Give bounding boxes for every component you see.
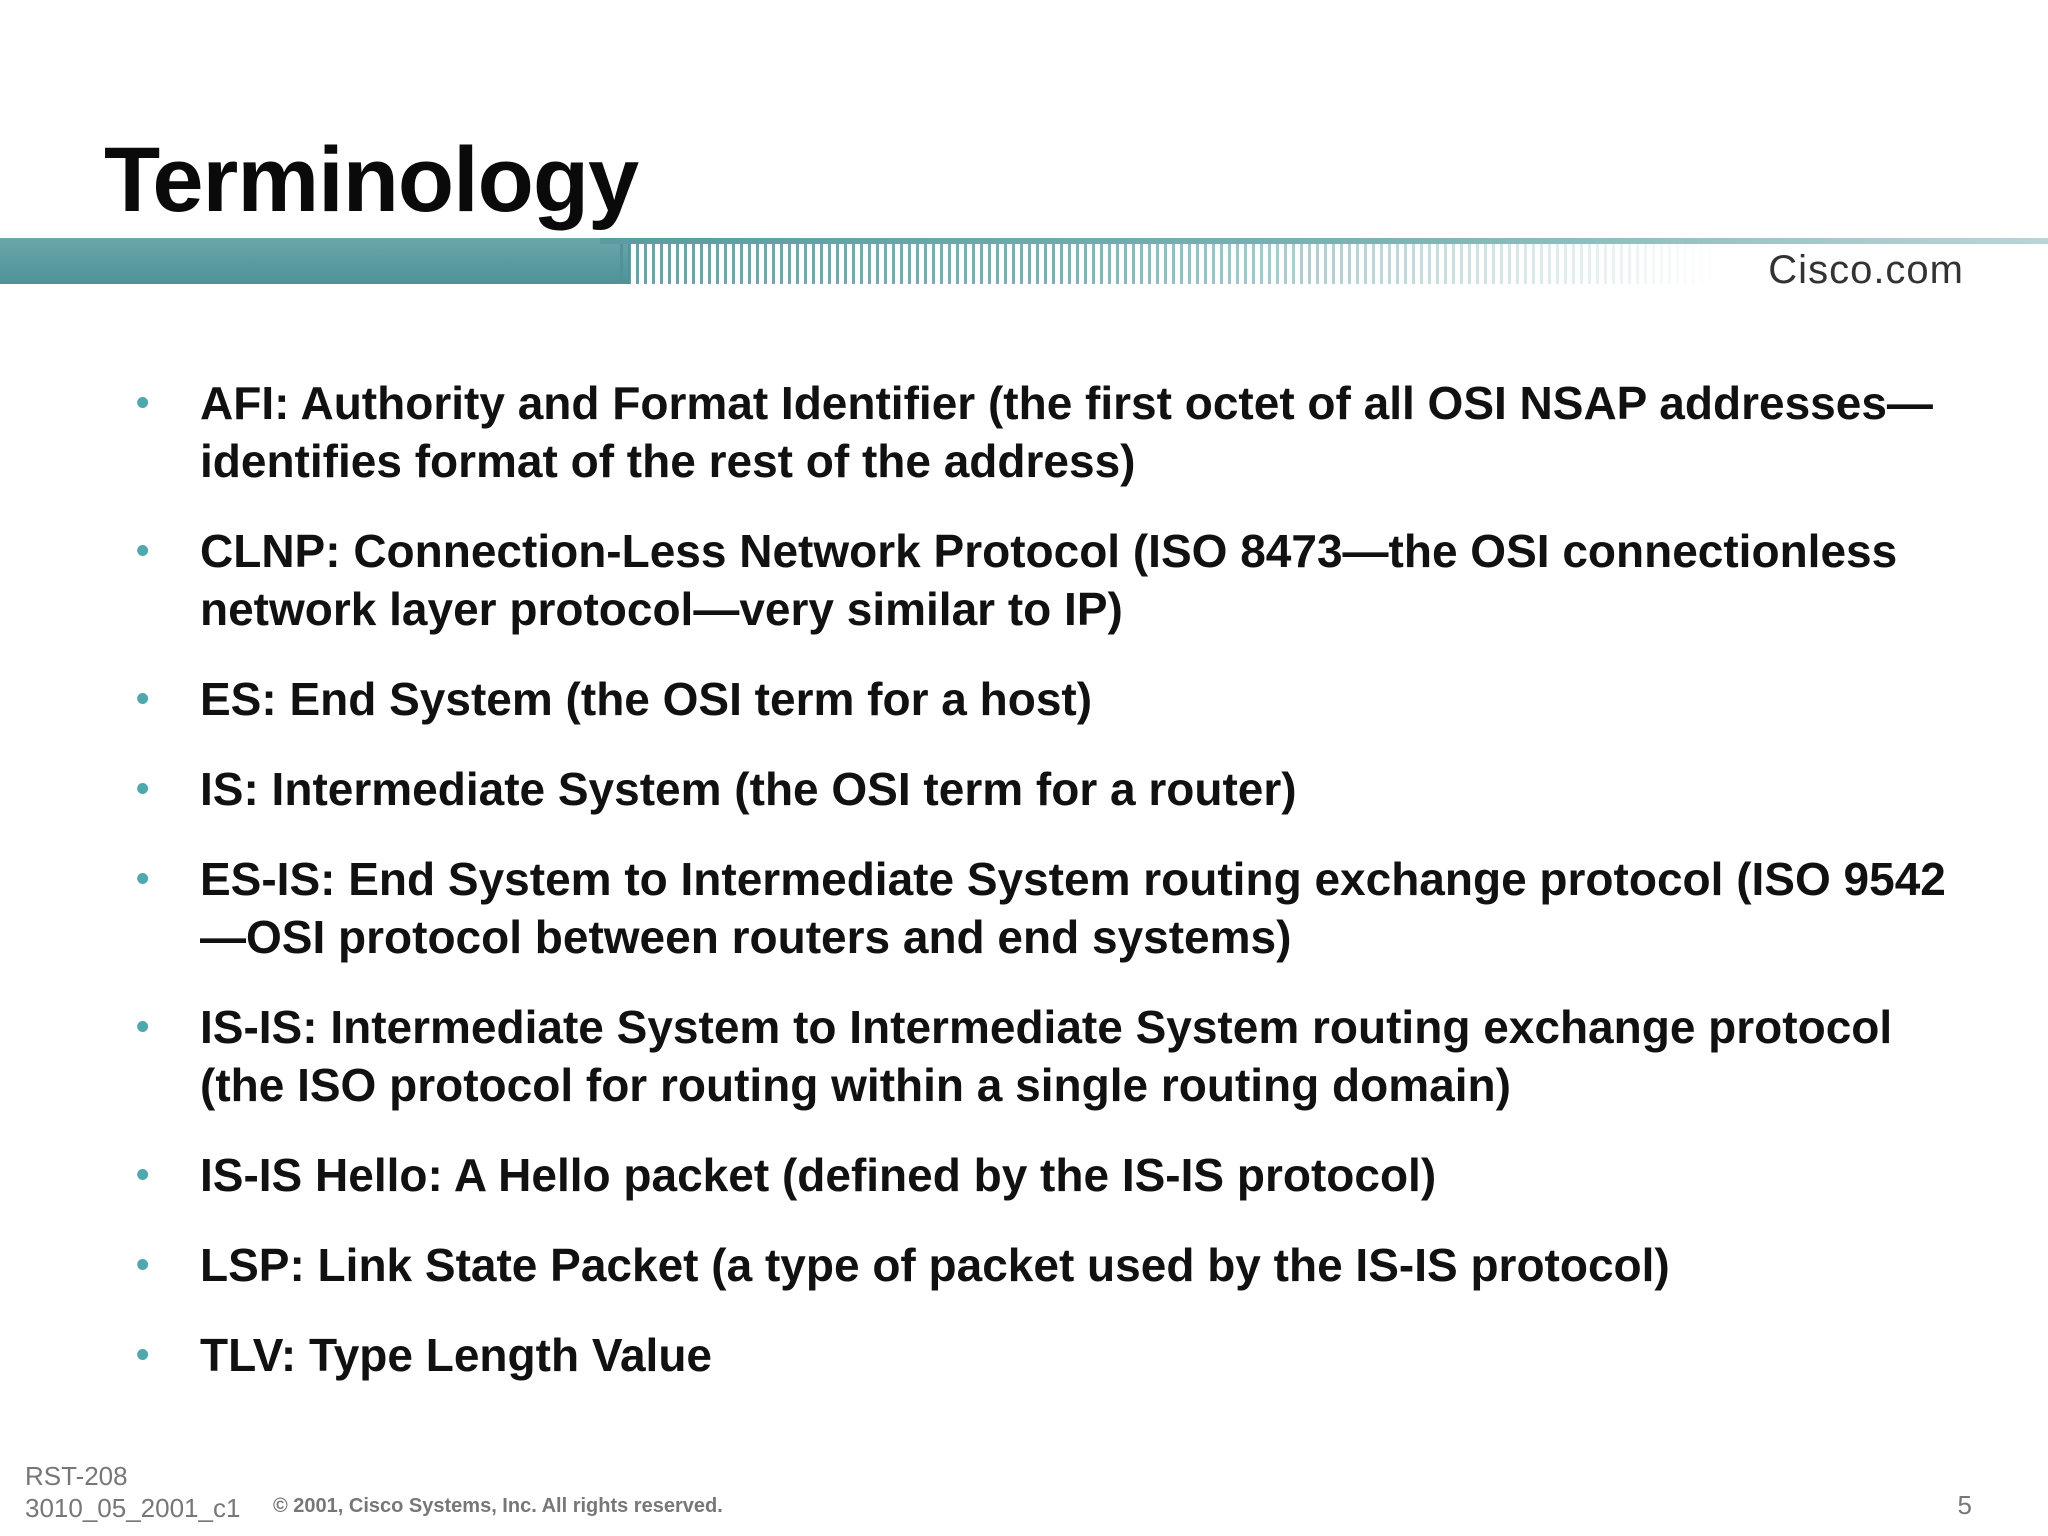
bullet-text: CLNP: Connection-Less Network Protocol (ISO 8473—the OSI connectionless network layer protocol—very similar to IP) (200, 525, 1898, 635)
title-bar-stripes (620, 244, 1720, 284)
title-bar-solid (0, 238, 630, 284)
footer-code: 3010_05_2001_c1 (25, 1493, 241, 1523)
footer-copyright: © 2001, Cisco Systems, Inc. All rights reserved. (273, 1495, 723, 1517)
bullet-dot-icon: • (136, 1154, 150, 1196)
bullet-item (0, 1236, 2048, 1294)
bullet-text: LSP: Link State Packet (a type of packet used by the IS-IS protocol) (200, 1239, 1670, 1291)
slide-title: Terminology (104, 129, 639, 231)
bullet-item (0, 1146, 2048, 1204)
bullet-item (0, 760, 2048, 818)
bullet-item (0, 1326, 2048, 1384)
bullet-text: TLV: Type Length Value (200, 1329, 713, 1381)
bullet-text: IS-IS Hello: A Hello packet (defined by the IS-IS protocol) (200, 1149, 1437, 1201)
page-number: 5 (1957, 1490, 1972, 1520)
bullet-dot-icon: • (136, 1334, 150, 1376)
footer-course: RST-208 (25, 1461, 128, 1491)
bullet-dot-icon: • (136, 1244, 150, 1286)
bullet-dot-icon: • (136, 858, 150, 900)
bullet-list (0, 374, 2048, 1416)
bullet-dot-icon: • (136, 382, 150, 424)
bullet-text: AFI: Authority and Format Identifier (the first octet of all OSI NSAP addresses—identifies format of the rest of the address) (200, 377, 1933, 487)
bullet-item (0, 850, 2048, 966)
bullet-text: ES: End System (the OSI term for a host) (200, 673, 1093, 725)
title-bar-decoration (0, 238, 2048, 284)
bullet-text: IS: Intermediate System (the OSI term for a router) (200, 763, 1297, 815)
bullet-item (0, 522, 2048, 638)
brand-label: Cisco.com (1768, 248, 1964, 292)
footer-course-info (25, 1460, 240, 1524)
bullet-dot-icon: • (136, 768, 150, 810)
bullet-item (0, 374, 2048, 490)
bullet-dot-icon: • (136, 530, 150, 572)
bullet-dot-icon: • (136, 678, 150, 720)
bullet-item (0, 670, 2048, 728)
bullet-text: ES-IS: End System to Intermediate System routing exchange protocol (ISO 9542—OSI protocol between routers and end systems) (200, 853, 1946, 963)
bullet-dot-icon: • (136, 1006, 150, 1048)
bullet-item (0, 998, 2048, 1114)
bullet-text: IS-IS: Intermediate System to Intermediate System routing exchange protocol (the ISO protocol for routing within a single routing domain) (200, 1001, 1893, 1111)
